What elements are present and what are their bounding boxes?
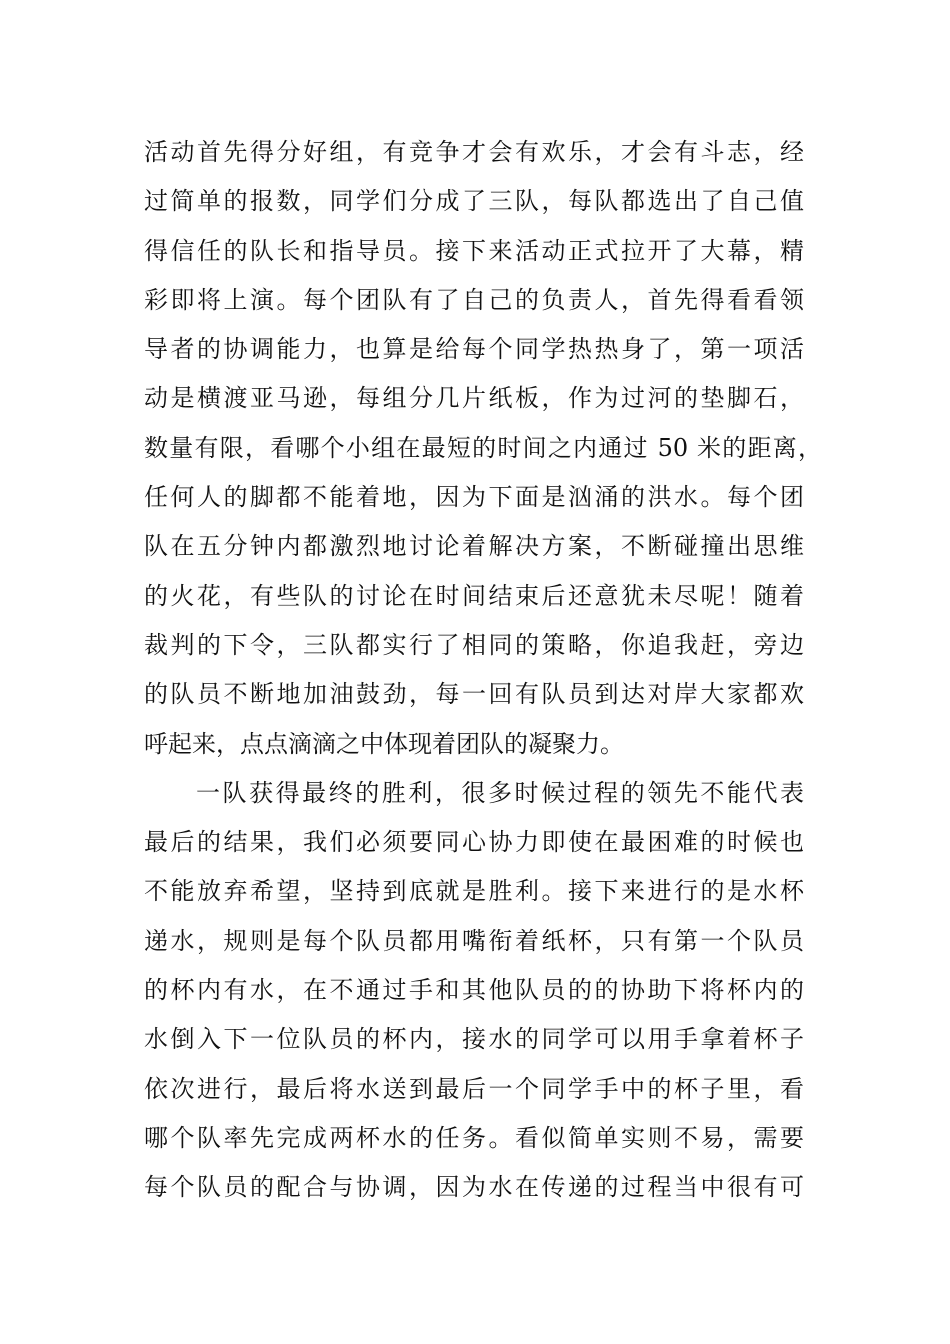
text-line: 导者的协调能力，也算是给每个同学热热身了，第一项活 [144,335,804,364]
text-line: 队在五分钟内都激烈地讨论着解决方案，不断碰撞出思维 [144,532,804,561]
text-line: 得信任的队长和指导员。接下来活动正式拉开了大幕，精 [144,236,804,265]
text-line: 递水，规则是每个队员都用嘴衔着纸杯，只有第一个队员 [144,926,804,955]
text-line: 依次进行，最后将水送到最后一个同学手中的杯子里，看 [144,1074,804,1103]
text-line: 的火花，有些队的讨论在时间结束后还意犹未尽呢！随着 [144,581,804,610]
text-line: 哪个队率先完成两杯水的任务。看似简单实则不易，需要 [144,1123,804,1152]
text-line: 最后的结果，我们必须要同心协力即使在最困难的时候也 [144,828,804,857]
text-line: 的队员不断地加油鼓劲，每一回有队员到达对岸大家都欢 [144,680,804,709]
body-text [144,128,844,1213]
text-line: 过简单的报数，同学们分成了三队，每队都选出了自己值 [144,187,804,216]
text-line: 呼起来，点点滴滴之中体现着团队的凝聚力。 [144,729,624,758]
text-line: 彩即将上演。每个团队有了自己的负责人，首先得看看领 [144,285,804,314]
text-line: 任何人的脚都不能着地，因为下面是汹涌的洪水。每个团 [144,483,804,512]
text-line: 的杯内有水，在不通过手和其他队员的的协助下将杯内的 [144,976,804,1005]
text-line: 每个队员的配合与协调，因为水在传递的过程当中很有可 [144,1173,804,1202]
text-line: 数量有限，看哪个小组在最短的时间之内通过 50 米的距离， [144,433,822,462]
text-line: 水倒入下一位队员的杯内，接水的同学可以用手拿着杯子 [144,1025,804,1054]
text-line: 动是横渡亚马逊，每组分几片纸板，作为过河的垫脚石， [144,384,804,413]
paragraph-first-line: 一队获得最终的胜利，很多时候过程的领先不能代表 [196,778,804,807]
text-line: 不能放弃希望，坚持到底就是胜利。接下来进行的是水杯 [144,877,804,906]
text-line: 活动首先得分好组，有竞争才会有欢乐，才会有斗志，经 [144,138,804,166]
text-line: 裁判的下令，三队都实行了相同的策略，你追我赶，旁边 [144,630,804,659]
